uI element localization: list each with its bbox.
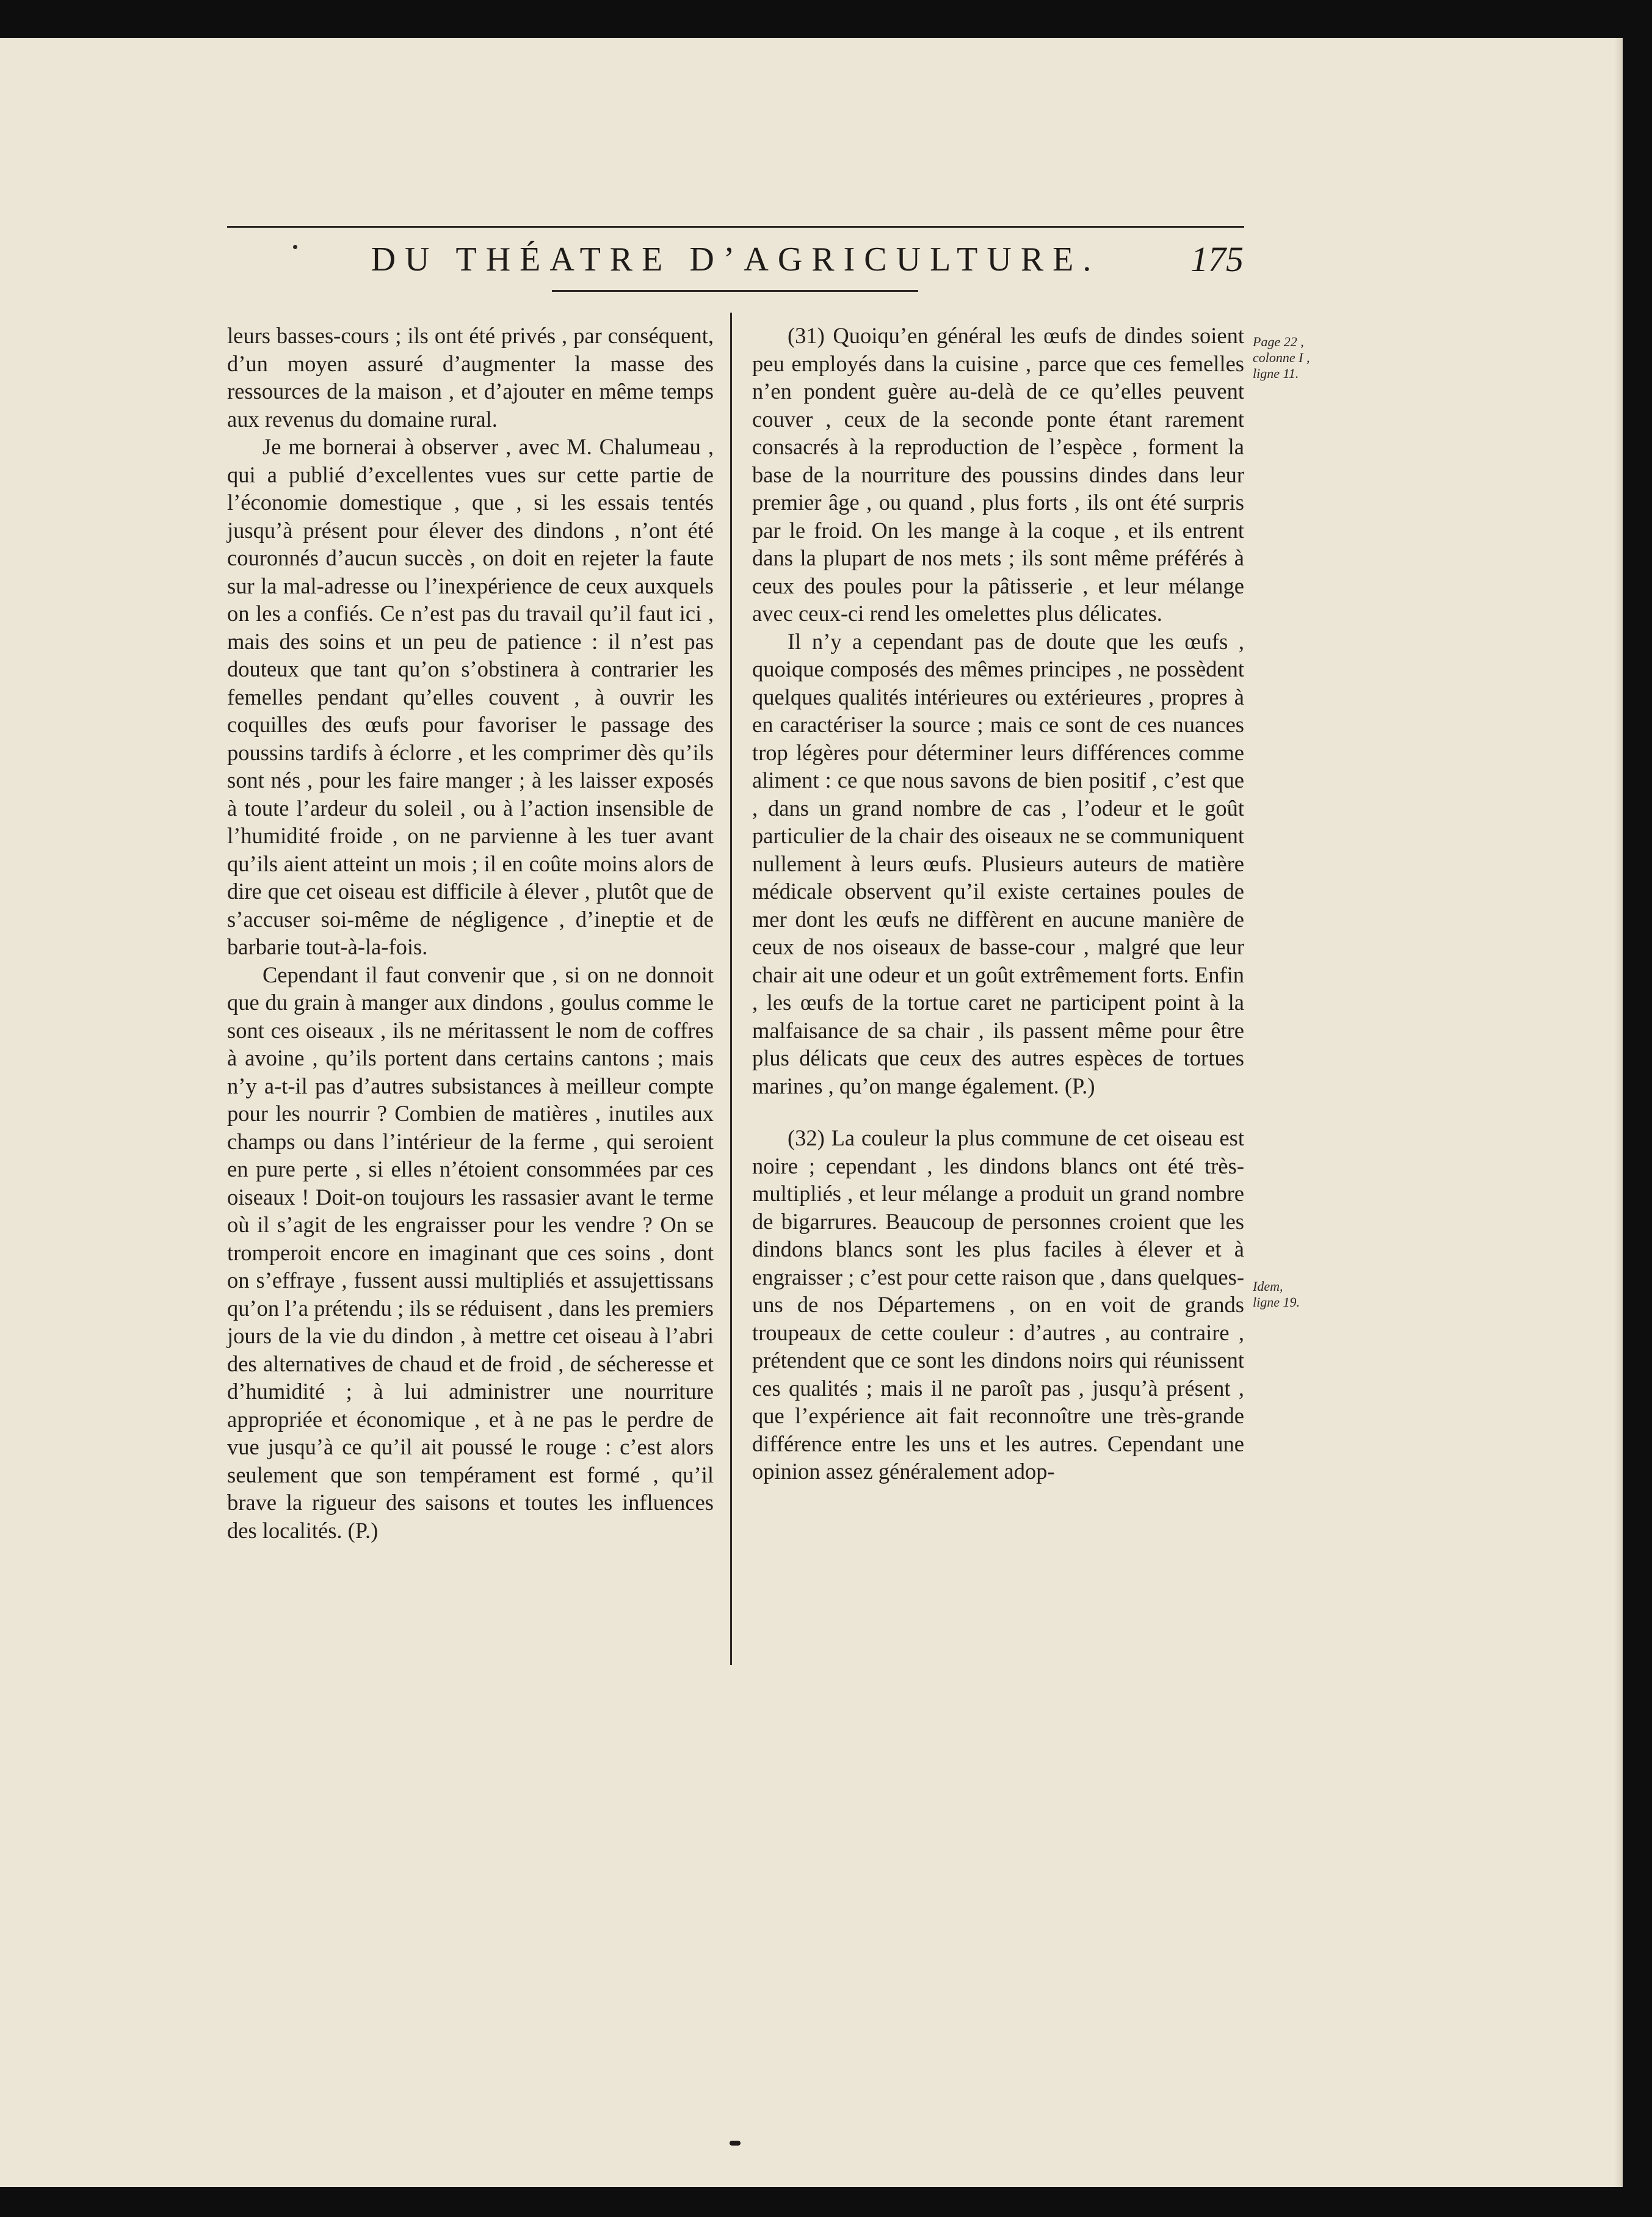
note-32-paragraph: (32) La couleur la plus commune de cet oiseau est noire ; cependant , les dindons blancs ont été très-multipliés , et leur mélange a produit un grand nombre de bigarrures. Beaucoup de personnes croient que les dindons blancs sont les plus faciles à élever et à engraisser ; c’est pour cette raison que , dans quelques-uns de nos Départemens , on en voit de grands troupeaux de cette couleur : d’autres , au contraire , prétendent que ce sont les dindons noirs qui réunissent ces qualités ; mais il ne paroît pas , jusqu’à présent , que l’expérience ait fait reconnoître une très-grande différence entre les uns et les autres. Cependant une opinion assez généralement adop- — [752, 1125, 1244, 1484]
paragraph: Il n’y a cependant pas de doute que les œufs , quoique composés des mêmes principes , ne possèdent quelques qualités intérieures ou extérieures , propres à en caractériser la source ; mais ce sont de ces nuances trop légères pour déterminer leurs différences comme aliment : ce que nous savons de bien positif , c’est que , dans un grand nombre de cas , l’odeur et le goût particulier de la chair des oiseaux ne se communiquent nullement à leurs œufs. Plusieurs auteurs de matière médicale observent qu’il existe certaines poules de mer dont les œufs ne diffèrent en aucune manière de ceux de nos oiseaux de basse-cour , malgré que leur chair ait une odeur et un goût extrêmement forts. Enfin , les œufs de la tortue caret ne participent point à la malfaisance de sa chair , ils passent même pour être plus délicats que ceux des autres espèces de tortues marines , qu’on mange également. (P.) — [752, 628, 1244, 1098]
paragraph: Je me bornerai à observer , avec M. Chalumeau , qui a publié d’excellentes vues sur cette partie de l’économie domestique , que , si les essais tentés jusqu’à présent pour élever des dindons , n’ont été couronnés d’aucun succès , on doit en rejeter la faute sur la mal-adresse ou l’inexpérience de ceux auxquels on les a confiés. Ce n’est pas du travail qu’il faut ici , mais des soins et un peu de patience : il n’est pas douteux que tant qu’on s’obstinera à contrarier les femelles pendant qu’elles couvent , à ouvrir les coquilles des œufs pour favoriser le passage des poussins tardifs à éclorre , et les comprimer dès qu’ils sont nés , pour les faire manger ; à les laisser exposés à toute l’ardeur du soleil , ou à l’action insensible de l’humidité froide , on ne parvienne à les tuer avant qu’ils aient atteint un mois ; il en coûte moins alors de dire que cet oiseau est difficile à élever , plutôt que de s’accuser soi-même de négligence , d’ineptie et de barbarie tout-à-la-fois. — [227, 434, 714, 959]
page-header — [227, 183, 1244, 305]
page-number: 175 — [1190, 239, 1244, 279]
margin-note-reference — [1253, 1279, 1350, 1310]
running-title: DU THÉATRE D’AGRICULTURE. — [371, 241, 1101, 278]
margin-note-line: Idem, — [1253, 1279, 1283, 1294]
binding-mark — [730, 2141, 741, 2146]
column-divider — [730, 313, 732, 1665]
page-edge — [1614, 38, 1623, 2187]
paragraph: leurs basses-cours ; ils ont été privés , par conséquent, d’un moyen assuré d’augmenter la masse des ressources de la maison , et d’ajouter en même temps aux revenus du domaine rural. — [227, 323, 714, 432]
right-column — [752, 322, 1244, 1486]
note-31-paragraph: (31) Quoiqu’en général les œufs de dindes soient peu employés dans la cuisine , parce que ces femelles n’en pondent guère au-delà de ce qu’elles peuvent couver , ceux de la seconde ponte étant rarement consacrés à la reproduction de l’espèce , forment la base de la nourriture des poussins dindes dans leur premier âge , ou quand , plus forts , ils ont été surpris par le froid. On les mange à la coque , et ils entrent dans la plupart de nos mets ; ils sont même préférés à ceux des poules pour la pâtisserie , et leur mélange avec ceux-ci rend les omelettes plus délicates. — [752, 323, 1244, 626]
header-under-rule — [552, 290, 918, 292]
header-top-rule — [227, 226, 1244, 228]
margin-note-reference — [1253, 334, 1350, 382]
paragraph: Cependant il faut convenir que , si on ne donnoit que du grain à manger aux dindons , goulus comme le sont ces oiseaux , ils ne méritassent le nom de coffres à avoine , qu’ils portent dans certains cantons ; mais n’y a-t-il pas d’autres subsistances à meilleur compte pour les nourrir ? Combien de matières , inutiles aux champs ou dans l’intérieur de la ferme , qui seroient en pure perte , si elles n’étoient consommées par ces oiseaux ! Doit-on toujours les rassasier avant le terme où il s’agit de les engraisser pour les vendre ? On se tromperoit encore en imaginant que ces soins , dont on s’effraye , fussent aussi multipliés et assujettissans qu’on l’a prétendu ; ils se réduisent , dans les premiers jours de la vie du dindon , à mettre cet oiseau à l’abri des alternatives de chaud et de froid , de sécheresse et d’humidité ; à lui administrer une nourriture appropriée et économique , et à ne pas le perdre de vue jusqu’à ce qu’il ait poussé le rouge : c’est alors seulement que son tempérament est formé , qu’il brave la rigueur des saisons et toutes les influences des localités. (P.) — [227, 962, 714, 1543]
margin-note-line: ligne 19. — [1253, 1294, 1300, 1310]
margin-note-line: colonne I , — [1253, 350, 1310, 365]
margin-note-line: Page 22 , — [1253, 334, 1304, 349]
left-column — [227, 322, 714, 1544]
margin-note-line: ligne 11. — [1253, 366, 1299, 381]
